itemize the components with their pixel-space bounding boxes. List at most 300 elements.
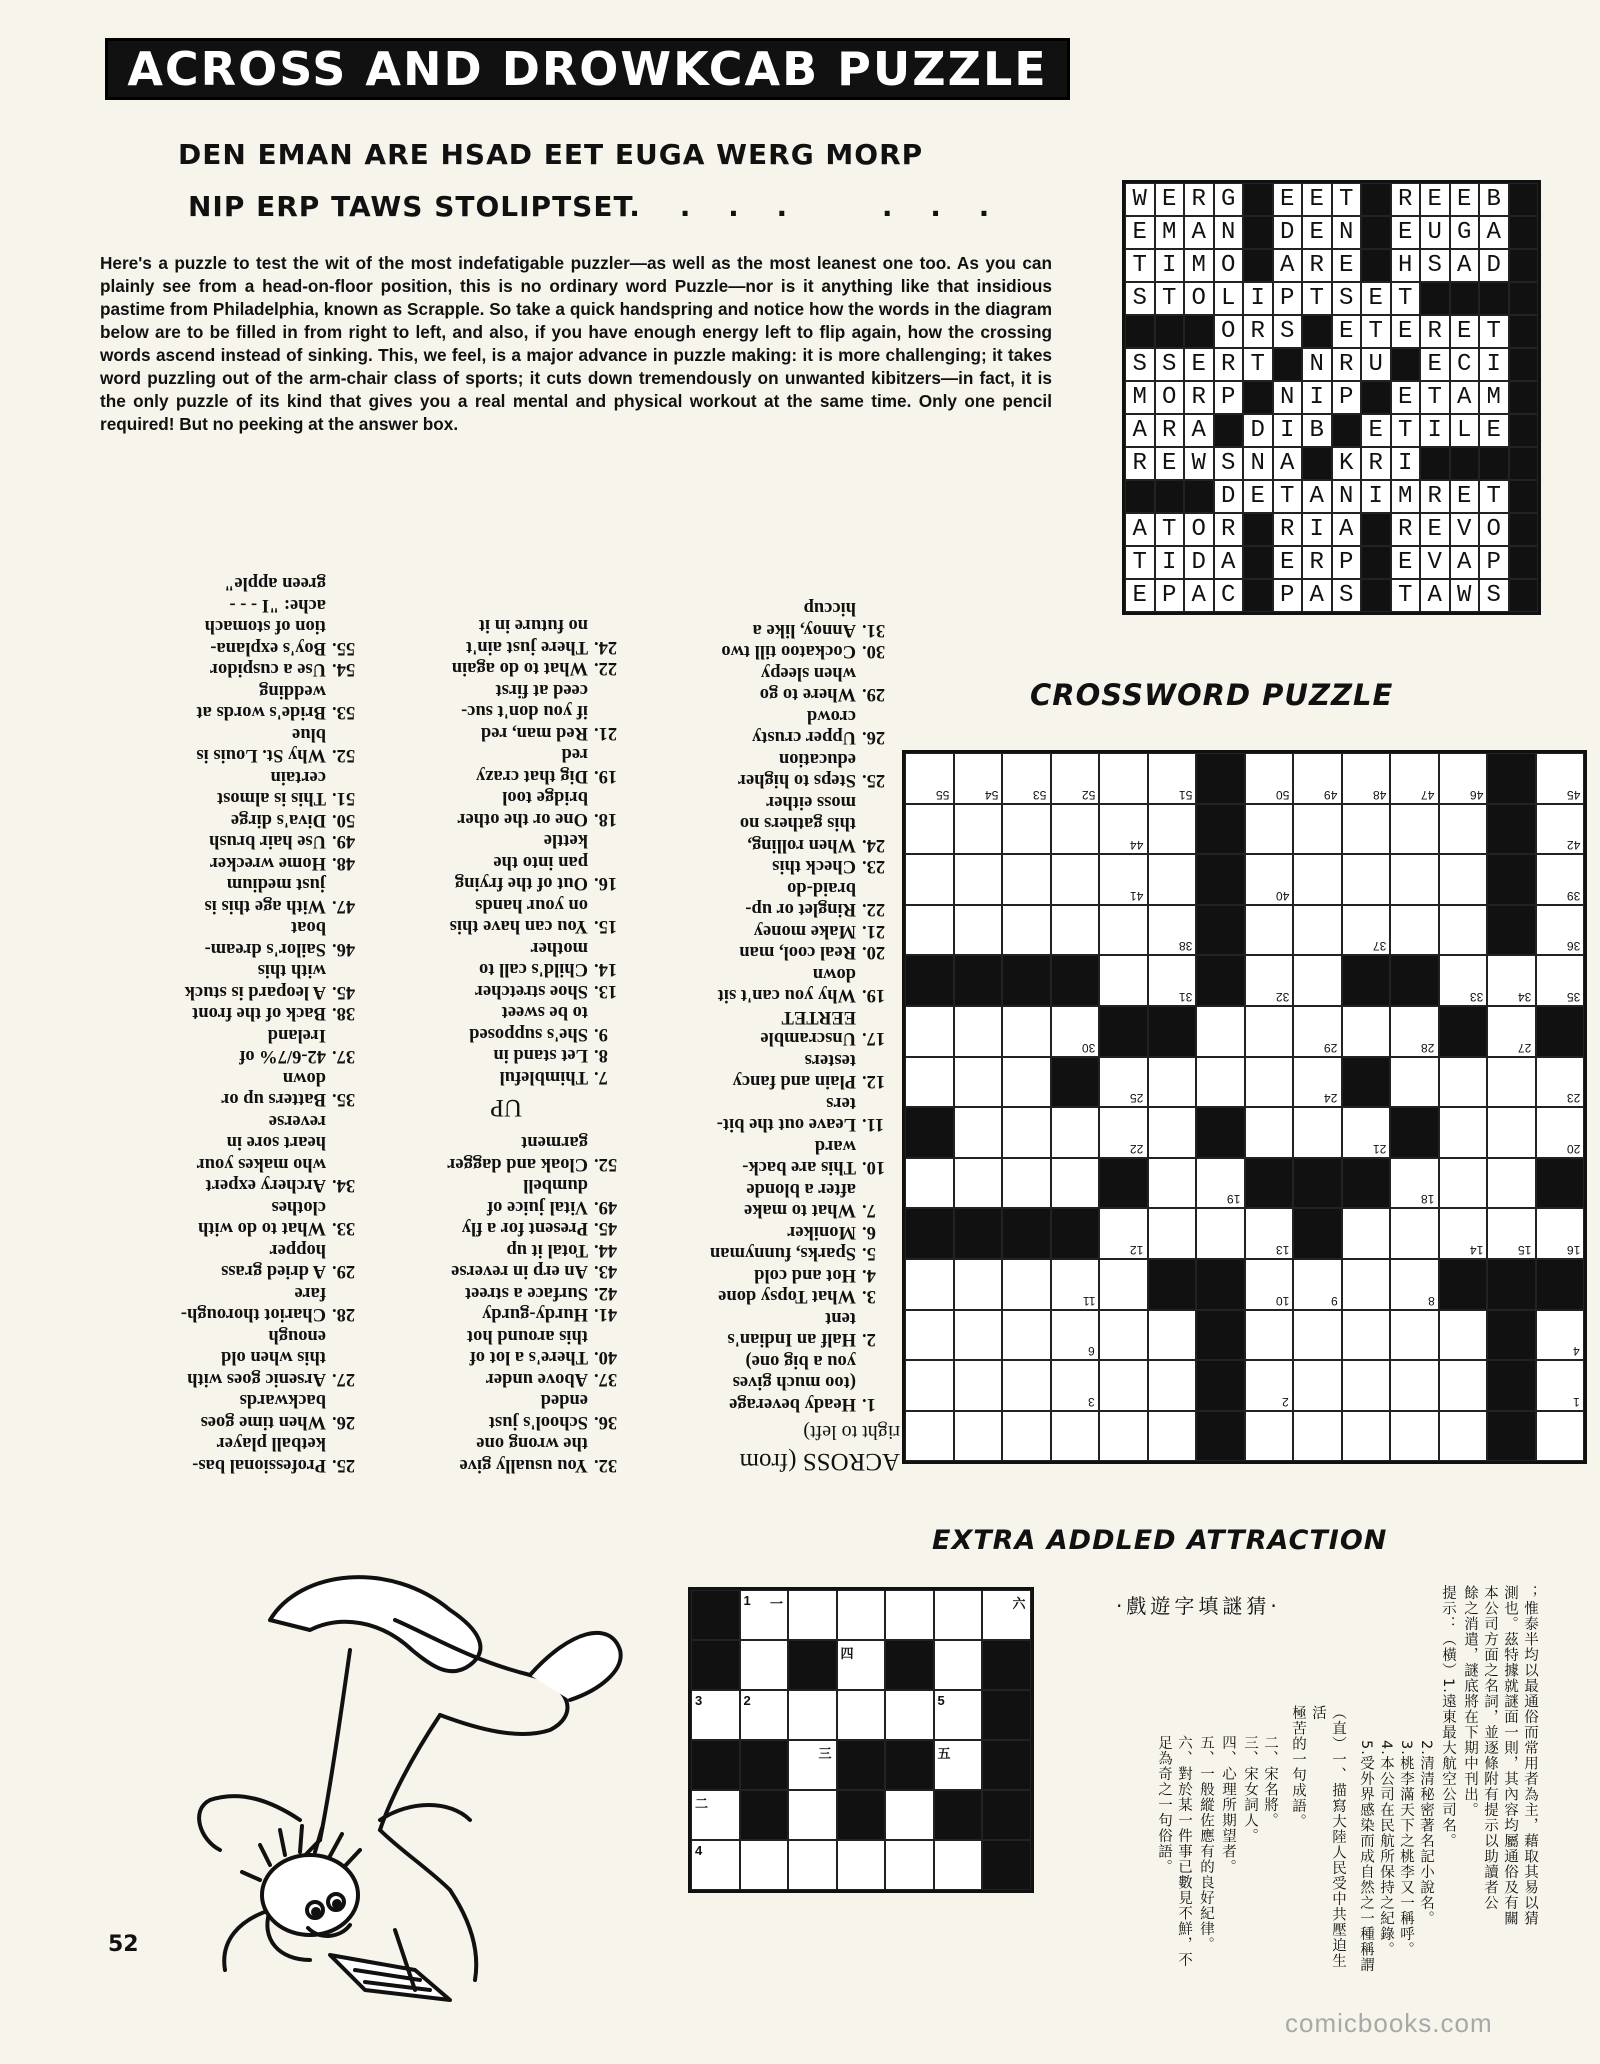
word-grid-black-cell <box>1479 447 1509 480</box>
clue-item <box>640 941 900 963</box>
chinese-grid-black-cell <box>885 1640 934 1690</box>
crossword-black-cell <box>1439 1259 1488 1310</box>
crossword-cell[interactable] <box>1342 1259 1391 1310</box>
clue-text: With age this is just medium <box>204 874 326 916</box>
crossword-cell[interactable] <box>1002 1310 1051 1361</box>
clue-number: 12. <box>862 1071 886 1092</box>
crossword-cell[interactable] <box>1245 1006 1294 1057</box>
crossword-cell[interactable] <box>905 1360 954 1411</box>
crossword-cell[interactable] <box>1002 1259 1051 1310</box>
crossword-cell[interactable] <box>1342 1360 1391 1411</box>
clue-number: 52. <box>594 1154 618 1174</box>
crossword-cell[interactable] <box>1536 905 1585 956</box>
clue-number: 40. <box>594 1347 618 1368</box>
word-grid-cell: I <box>1361 480 1391 513</box>
crossword-cell[interactable] <box>1293 1006 1342 1057</box>
crossword-cell[interactable] <box>1148 854 1197 905</box>
crossword-cell[interactable] <box>1051 905 1100 956</box>
word-grid-cell: E <box>1361 414 1391 447</box>
crossword-cell[interactable] <box>1390 905 1439 956</box>
word-grid-cell: I <box>1391 447 1421 480</box>
crossword-cell-number: 36 <box>1566 939 1580 954</box>
crossword-cell[interactable] <box>1099 1411 1148 1462</box>
crossword-cell[interactable] <box>1099 1208 1148 1259</box>
chinese-grid-cell[interactable] <box>691 1840 740 1890</box>
crossword-cell[interactable] <box>1342 1208 1391 1259</box>
crossword-cell[interactable] <box>905 804 954 855</box>
word-grid-cell: R <box>1155 414 1185 447</box>
crossword-cell[interactable] <box>1342 1411 1391 1462</box>
answer-word-grid <box>1122 180 1541 615</box>
crossword-cell[interactable] <box>1293 955 1342 1006</box>
crossword-cell[interactable] <box>1148 753 1197 804</box>
crossword-cell[interactable] <box>1099 1360 1148 1411</box>
crossword-cell[interactable] <box>1099 804 1148 855</box>
crossword-cell[interactable] <box>1439 905 1488 956</box>
word-grid-cell: D <box>1243 414 1273 447</box>
chinese-grid-cell[interactable] <box>788 1740 837 1790</box>
word-grid-cell: D <box>1479 249 1509 282</box>
chinese-grid-black-cell <box>691 1740 740 1790</box>
clue-text: Leave out the bit- ters <box>716 1093 856 1135</box>
clue-text: Out of the frying pan into the kettle <box>454 830 588 894</box>
crossword-cell-number: 53 <box>1033 787 1047 802</box>
crossword-cell[interactable] <box>1002 1006 1051 1057</box>
crossword-cell[interactable] <box>1099 1107 1148 1158</box>
clue-number: 22. <box>594 658 618 679</box>
chinese-grid-cell[interactable] <box>691 1690 740 1740</box>
crossword-cell[interactable] <box>1051 804 1100 855</box>
chinese-grid-cell[interactable] <box>740 1690 789 1740</box>
chinese-grid-cell[interactable] <box>740 1840 789 1890</box>
crossword-cell[interactable] <box>1051 1107 1100 1158</box>
clue-text: One or the other bridge tool <box>457 787 588 829</box>
chinese-text-line: 5.受外界感染而成自然之一種稱謂 <box>1358 1740 1374 1973</box>
chinese-grid-black-cell <box>982 1790 1031 1840</box>
crossword-cell[interactable] <box>1536 854 1585 905</box>
crossword-cell[interactable] <box>1390 1411 1439 1462</box>
crossword-cell[interactable] <box>1051 1411 1100 1462</box>
word-grid-cell: I <box>1479 348 1509 381</box>
chinese-grid-cell[interactable] <box>934 1740 983 1790</box>
crossword-cell[interactable] <box>954 1411 1003 1462</box>
word-grid-cell: G <box>1214 183 1244 216</box>
word-grid-black-cell <box>1243 249 1273 282</box>
chinese-grid-cell[interactable] <box>788 1590 837 1640</box>
clue-text: Thimbleful <box>499 1067 588 1087</box>
crossword-cell[interactable] <box>954 905 1003 956</box>
crossword-cell[interactable] <box>1536 1310 1585 1361</box>
crossword-cell[interactable] <box>1002 1158 1051 1209</box>
crossword-cell[interactable] <box>1148 1158 1197 1209</box>
crossword-cell[interactable] <box>905 1411 954 1462</box>
crossword-cell[interactable] <box>1390 1259 1439 1310</box>
word-grid-black-cell <box>1361 579 1391 612</box>
crossword-cell[interactable] <box>1245 1310 1294 1361</box>
clue-text: Present for a fly <box>461 1218 588 1239</box>
clue-item <box>382 786 632 829</box>
crossword-cell[interactable] <box>1487 1158 1536 1209</box>
crossword-cell-number: 11 <box>1082 1293 1095 1308</box>
crossword-cell[interactable] <box>1439 1107 1488 1158</box>
chinese-grid-cell[interactable] <box>934 1690 983 1740</box>
crossword-cell[interactable] <box>1148 905 1197 956</box>
crossword-cell[interactable] <box>1536 1107 1585 1158</box>
crossword-cell[interactable] <box>1293 804 1342 855</box>
clue-text: Half an Indian's tent <box>727 1308 856 1350</box>
chinese-grid-cell[interactable] <box>837 1590 886 1640</box>
crossword-cell[interactable] <box>1245 1057 1294 1108</box>
crossword-cell[interactable] <box>1245 854 1294 905</box>
clue-item <box>108 658 370 680</box>
clue-text: Shoe stretcher <box>474 981 588 1001</box>
crossword-cell[interactable] <box>1390 1057 1439 1108</box>
word-grid-cell: P <box>1214 381 1244 414</box>
crossword-cell[interactable] <box>1002 804 1051 855</box>
clue-number: 55. <box>332 638 356 658</box>
word-grid-black-cell <box>1155 480 1185 513</box>
crossword-cell[interactable] <box>954 1107 1003 1158</box>
crossword-cell[interactable] <box>1293 1310 1342 1361</box>
crossword-cell[interactable] <box>1439 854 1488 905</box>
crossword-cell[interactable] <box>954 753 1003 804</box>
crossword-cell[interactable] <box>954 1310 1003 1361</box>
word-grid-cell: R <box>1125 447 1155 480</box>
crossword-cell[interactable] <box>1439 753 1488 804</box>
chinese-grid-cell[interactable] <box>885 1790 934 1840</box>
crossword-cell[interactable] <box>954 1006 1003 1057</box>
crossword-cell[interactable] <box>1487 1006 1536 1057</box>
clue-item <box>382 1217 632 1239</box>
clue-item <box>640 963 900 1006</box>
crossword-cell[interactable] <box>954 1158 1003 1209</box>
clue-item <box>640 791 900 856</box>
crossword-cell-number: 35 <box>1566 989 1580 1004</box>
crossword-cell[interactable] <box>1002 1411 1051 1462</box>
chinese-grid-cell[interactable] <box>885 1590 934 1640</box>
word-grid-black-cell <box>1361 249 1391 282</box>
crossword-cell[interactable] <box>1245 753 1294 804</box>
crossword-cell[interactable] <box>1293 1259 1342 1310</box>
crossword-cell[interactable] <box>1099 854 1148 905</box>
clue-text: Professional bas- ketball player <box>192 1433 326 1475</box>
crossword-cell[interactable] <box>1342 1006 1391 1057</box>
crossword-cell-number: 44 <box>1130 838 1144 853</box>
word-grid-cell: E <box>1391 216 1421 249</box>
crossword-cell[interactable] <box>905 753 954 804</box>
crossword-cell[interactable] <box>1487 1107 1536 1158</box>
crossword-cell[interactable] <box>1051 1006 1100 1057</box>
crossword-black-cell <box>1196 804 1245 855</box>
crossword-cell[interactable] <box>1536 1208 1585 1259</box>
crossword-cell[interactable] <box>1487 955 1536 1006</box>
clue-number: 9. <box>594 1024 608 1044</box>
crossword-cell[interactable] <box>1002 905 1051 956</box>
crossword-cell[interactable] <box>1051 854 1100 905</box>
crossword-cell[interactable] <box>1390 1360 1439 1411</box>
crossword-cell[interactable] <box>1439 1158 1488 1209</box>
crossword-cell[interactable] <box>1148 804 1197 855</box>
clue-text: Home wrecker <box>209 853 326 873</box>
crossword-cell[interactable] <box>1051 753 1100 804</box>
clue-item <box>640 1242 900 1264</box>
crossword-cell[interactable] <box>1293 905 1342 956</box>
word-grid-cell: E <box>1391 381 1421 414</box>
crossword-cell[interactable] <box>1148 1360 1197 1411</box>
word-grid-black-cell <box>1332 414 1362 447</box>
crossword-cell[interactable] <box>954 804 1003 855</box>
crossword-cell[interactable] <box>954 1360 1003 1411</box>
crossword-cell[interactable] <box>1342 1310 1391 1361</box>
clue-text: Total it up <box>506 1240 588 1260</box>
crossword-cell[interactable] <box>1148 1310 1197 1361</box>
crossword-cell[interactable] <box>1148 1107 1197 1158</box>
word-grid-cell: R <box>1273 513 1303 546</box>
crossword-cell[interactable] <box>1002 1107 1051 1158</box>
word-grid-black-cell <box>1243 381 1273 414</box>
word-grid-cell: I <box>1155 546 1185 579</box>
clue-number: 16. <box>594 873 618 894</box>
crossword-cell[interactable] <box>1439 1208 1488 1259</box>
word-grid-cell: T <box>1479 315 1509 348</box>
crossword-cell[interactable] <box>905 905 954 956</box>
crossword-cell[interactable] <box>1245 955 1294 1006</box>
crossword-cell[interactable] <box>1245 1411 1294 1462</box>
crossword-cell[interactable] <box>1487 1208 1536 1259</box>
crossword-cell[interactable] <box>1099 1057 1148 1108</box>
clue-item <box>640 1221 900 1243</box>
crossword-cell[interactable] <box>1099 1259 1148 1310</box>
crossword-cell[interactable] <box>1536 1411 1585 1462</box>
crossword-cell[interactable] <box>1390 854 1439 905</box>
crossword-cell[interactable] <box>1245 1259 1294 1310</box>
chinese-grid-cell[interactable] <box>837 1690 886 1740</box>
crossword-cell[interactable] <box>1536 753 1585 804</box>
crossword-cell[interactable] <box>1293 1360 1342 1411</box>
chinese-grid-cell[interactable] <box>837 1840 886 1890</box>
crossword-cell[interactable] <box>1439 1411 1488 1462</box>
chinese-text-line: 五、一般縱佐應有的良好紀律。 <box>1198 1735 1214 1952</box>
chinese-grid-cell[interactable] <box>885 1840 934 1890</box>
crossword-cell[interactable] <box>1196 1006 1245 1057</box>
word-grid-cell: E <box>1273 546 1303 579</box>
clue-number: 38. <box>332 1003 356 1024</box>
crossword-cell[interactable] <box>954 1259 1003 1310</box>
crossword-cell[interactable] <box>1099 1310 1148 1361</box>
word-grid-cell: A <box>1302 480 1332 513</box>
chinese-grid-cell[interactable] <box>934 1640 983 1690</box>
crossword-cell[interactable] <box>1439 1310 1488 1361</box>
crossword-cell[interactable] <box>1439 804 1488 855</box>
clue-item <box>382 894 632 937</box>
clue-number: 35. <box>332 1089 356 1110</box>
chinese-grid-cell[interactable] <box>885 1690 934 1740</box>
crossword-cell[interactable] <box>1148 1057 1197 1108</box>
crossword-cell[interactable] <box>1342 1107 1391 1158</box>
word-grid-black-cell <box>1450 282 1480 315</box>
word-grid-cell: E <box>1302 216 1332 249</box>
crossword-cell[interactable] <box>1439 1360 1488 1411</box>
clue-number: 45. <box>332 982 356 1002</box>
crossword-cell[interactable] <box>905 1310 954 1361</box>
crossword-cell[interactable] <box>1342 854 1391 905</box>
word-grid-cell: P <box>1273 579 1303 612</box>
chinese-text-line: 四、心理所期望者。 <box>1220 1735 1236 1875</box>
chinese-grid-cell[interactable] <box>740 1640 789 1690</box>
crossword-cell[interactable] <box>1099 955 1148 1006</box>
chinese-grid-cell[interactable] <box>934 1840 983 1890</box>
crossword-cell[interactable] <box>1245 1208 1294 1259</box>
crossword-cell[interactable] <box>1245 905 1294 956</box>
clue-number: 6. <box>862 1222 876 1242</box>
chinese-grid-cell[interactable] <box>740 1590 789 1640</box>
crossword-cell[interactable] <box>1536 1057 1585 1108</box>
clue-number: 26. <box>862 727 886 748</box>
clue-text: Hurdy-gurdy <box>482 1304 588 1325</box>
word-grid-cell: T <box>1273 480 1303 513</box>
crossword-cell[interactable] <box>1293 1107 1342 1158</box>
crossword-cell[interactable] <box>905 1006 954 1057</box>
crossword-cell[interactable] <box>1051 1360 1100 1411</box>
crossword-cell[interactable] <box>1390 1208 1439 1259</box>
clue-text: Sparks, funnyman <box>709 1243 856 1264</box>
crossword-cell[interactable] <box>1342 804 1391 855</box>
chinese-grid-cell[interactable] <box>934 1590 983 1640</box>
crossword-cell[interactable] <box>1051 1259 1100 1310</box>
clue-number: 21. <box>862 921 886 941</box>
crossword-cell[interactable] <box>1148 955 1197 1006</box>
crossword-black-cell <box>1342 1057 1391 1108</box>
chinese-grid-cell[interactable] <box>788 1690 837 1740</box>
clue-item <box>108 1067 370 1110</box>
crossword-cell[interactable] <box>1196 1158 1245 1209</box>
clue-number: 15. <box>594 916 618 937</box>
word-grid-black-cell <box>1509 546 1539 579</box>
chinese-grid-black-cell <box>691 1590 740 1640</box>
chinese-grid-cell[interactable] <box>788 1790 837 1840</box>
crossword-black-cell <box>1536 1158 1585 1209</box>
crossword-cell[interactable] <box>1245 804 1294 855</box>
crossword-cell[interactable] <box>1390 1158 1439 1209</box>
word-grid-cell: S <box>1125 282 1155 315</box>
crossword-cell[interactable] <box>905 1259 954 1310</box>
crossword-cell[interactable] <box>1099 753 1148 804</box>
up-heading: UP <box>490 1094 522 1121</box>
word-grid-black-cell <box>1509 579 1539 612</box>
crossword-cell[interactable] <box>1439 955 1488 1006</box>
crossword-cell[interactable] <box>1536 804 1585 855</box>
word-grid-cell: A <box>1420 579 1450 612</box>
word-grid-black-cell <box>1361 381 1391 414</box>
crossword-cell[interactable] <box>954 854 1003 905</box>
clue-item <box>108 1024 370 1067</box>
clue-item <box>108 572 370 658</box>
crossword-cell-number: 51 <box>1178 787 1192 802</box>
crossword-cell[interactable] <box>1439 1057 1488 1108</box>
crossword-cell[interactable] <box>1487 1057 1536 1108</box>
clue-number: 24. <box>862 835 886 855</box>
crossword-cell[interactable] <box>1390 804 1439 855</box>
crossword-cell-number: 20 <box>1566 1141 1580 1156</box>
crossword-cell[interactable] <box>905 1158 954 1209</box>
crossword-cell[interactable] <box>1148 1208 1197 1259</box>
crossword-cell[interactable] <box>1293 753 1342 804</box>
chinese-grid-label: 三 <box>818 1746 832 1761</box>
crossword-cell[interactable] <box>1148 1411 1197 1462</box>
crossword-black-cell <box>1196 1360 1245 1411</box>
clue-text: Moniker <box>787 1222 856 1242</box>
chinese-grid-black-cell <box>740 1790 789 1840</box>
clue-text: Why you can't sit down <box>717 964 856 1006</box>
crossword-cell[interactable] <box>1536 955 1585 1006</box>
crossword-cell[interactable] <box>1099 905 1148 956</box>
crossword-cell-number: 42 <box>1566 838 1580 853</box>
chinese-grid-cell[interactable] <box>691 1790 740 1840</box>
word-grid-black-cell <box>1420 447 1450 480</box>
clue-text: Red man, red if you don't suc- ceed at first <box>461 680 588 743</box>
crossword-cell[interactable] <box>1342 753 1391 804</box>
chinese-grid-cell[interactable] <box>788 1840 837 1890</box>
crossword-cell[interactable] <box>1245 1360 1294 1411</box>
chinese-crossword-grid[interactable] <box>688 1587 1034 1893</box>
crossword-cell[interactable] <box>1002 854 1051 905</box>
crossword-cell[interactable] <box>1390 753 1439 804</box>
clue-text: There just ain't no future in it <box>466 615 588 657</box>
crossword-cell[interactable] <box>1342 905 1391 956</box>
crossword-cell[interactable] <box>1051 1310 1100 1361</box>
crossword-cell[interactable] <box>905 854 954 905</box>
clue-item <box>640 1049 900 1092</box>
crossword-cell[interactable] <box>1293 1411 1342 1462</box>
word-grid-black-cell <box>1509 447 1539 480</box>
clue-number: 37. <box>332 1046 356 1067</box>
crossword-cell[interactable] <box>905 1057 954 1108</box>
chinese-grid-cell[interactable] <box>837 1640 886 1690</box>
word-grid-cell: R <box>1391 183 1421 216</box>
word-grid-cell: U <box>1420 216 1450 249</box>
crossword-cell[interactable] <box>1390 1006 1439 1057</box>
crossword-grid[interactable] <box>902 750 1587 1464</box>
clue-item <box>382 679 632 744</box>
crossword-cell[interactable] <box>1196 1057 1245 1108</box>
chinese-grid-cell[interactable] <box>982 1590 1031 1640</box>
word-grid-cell: I <box>1243 282 1273 315</box>
word-grid-cell: I <box>1302 513 1332 546</box>
crossword-cell[interactable] <box>1002 1360 1051 1411</box>
crossword-cell[interactable] <box>1536 1360 1585 1411</box>
word-grid-cell: P <box>1332 381 1362 414</box>
crossword-black-cell <box>1196 1310 1245 1361</box>
crossword-cell[interactable] <box>1245 1107 1294 1158</box>
word-grid-black-cell <box>1391 348 1421 381</box>
crossword-cell[interactable] <box>1196 1208 1245 1259</box>
crossword-cell[interactable] <box>1002 1057 1051 1108</box>
clue-text: Diva's dirge <box>230 810 326 830</box>
crossword-black-cell <box>1002 1208 1051 1259</box>
chinese-grid-label: 1 <box>743 1593 751 1608</box>
crossword-cell[interactable] <box>954 1057 1003 1108</box>
crossword-cell[interactable] <box>1002 753 1051 804</box>
crossword-cell[interactable] <box>1051 1158 1100 1209</box>
clue-item <box>108 1110 370 1196</box>
crossword-cell[interactable] <box>1293 854 1342 905</box>
clue-text: What Topsy done <box>718 1286 856 1307</box>
clue-number: 44. <box>594 1240 618 1260</box>
crossword-cell[interactable] <box>1390 1310 1439 1361</box>
word-grid-cell: S <box>1125 348 1155 381</box>
crossword-cell[interactable] <box>1293 1057 1342 1108</box>
clue-item <box>382 1368 632 1390</box>
